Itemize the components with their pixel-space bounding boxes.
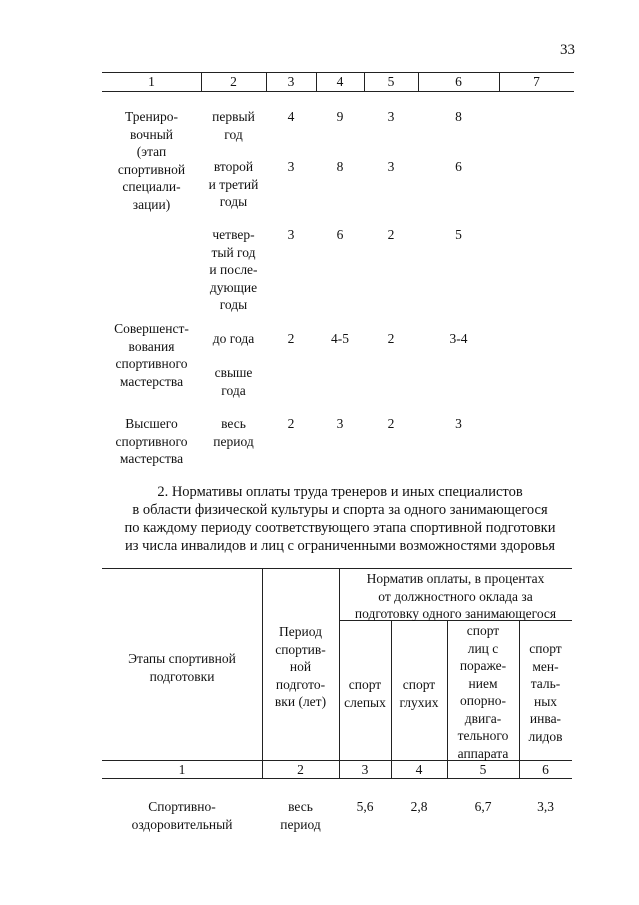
norm-column-header: Норматив оплаты, в процентах от должностного оклада за подготовку одного занимающегося [354, 571, 557, 621]
table1-value-cell: 8 [455, 109, 462, 124]
table1-value-cell: 2 [387, 416, 395, 431]
page-number: 33 [560, 42, 575, 58]
section-title-line: по каждому периоду соответствующего этапа спортивной подготовки [124, 520, 556, 536]
table2-col-number: 5 [479, 762, 487, 777]
table1-value-cell: 3 [387, 159, 395, 174]
table1-value-cell: 6 [455, 159, 462, 174]
table1-col-number: 3 [287, 74, 295, 89]
table1-value-cell: 5 [455, 227, 462, 242]
table1-stage-cell: Совершенст- вования спортивного мастерства [114, 321, 189, 389]
table1-value-cell: 2 [387, 227, 395, 242]
table1-value-cell: 6 [336, 227, 344, 242]
table2-col-number: 4 [415, 762, 423, 777]
table2-col-number: 6 [542, 762, 549, 777]
table1-value-cell: 4-5 [331, 331, 349, 346]
table2-col-number: 1 [178, 762, 186, 777]
table2-top-rule [102, 568, 572, 569]
subheader-deaf: спорт глухих [399, 677, 439, 710]
table1-value-cell: 9 [336, 109, 344, 124]
table2-value-cell: 2,8 [410, 799, 428, 814]
table1-col-number: 2 [230, 74, 237, 89]
table1-period-cell: четвер- тый год и после- дующие годы [209, 227, 258, 312]
table1-col-number: 1 [148, 74, 155, 89]
table1-stage-cell: Трениро- вочный (этап спортивной специали- зации) [117, 109, 186, 212]
table1-value-cell: 8 [336, 159, 344, 174]
subheader-musculoskeletal: спорт лиц с пораже- нием опорно- двига- тельного аппарата [457, 623, 509, 761]
table1-value-cell: 3 [455, 416, 462, 431]
table1-value-cell: 3 [287, 227, 295, 242]
table1-value-cell: 3 [287, 159, 295, 174]
subheader-blind: спорт слепых [344, 677, 386, 710]
table2-period-cell: весь период [280, 799, 321, 832]
table1-value-cell: 2 [387, 331, 395, 346]
table1-col-number: 6 [455, 74, 462, 89]
table1-value-cell: 3-4 [449, 331, 468, 346]
table2-value-cell: 6,7 [474, 799, 492, 814]
table1-value-cell: 2 [287, 331, 295, 346]
subheader-mental: спорт мен- таль- ных инва- лидов [528, 641, 563, 744]
table1-header-rule [102, 91, 574, 92]
table2-col-number: 2 [297, 762, 304, 777]
period-column-header: Период спортив- ной подгото- вки (лет) [274, 624, 327, 709]
table2-value-cell: 3,3 [537, 799, 554, 814]
table1-value-cell: 3 [387, 109, 395, 124]
table1-period-cell: свыше года [214, 365, 253, 398]
table1-col-number: 4 [336, 74, 344, 89]
table1-period-cell: первый год [212, 109, 255, 142]
table1-period-cell: до года [212, 331, 255, 346]
table1-period-cell: второй и третий годы [208, 159, 259, 209]
table1-value-cell: 4 [287, 109, 295, 124]
table1-value-cell: 3 [336, 416, 344, 431]
table2-stage-cell: Спортивно- оздоровительный [131, 799, 233, 832]
table1-value-cell: 2 [287, 416, 295, 431]
section-title-line: 2. Нормативы оплаты труда тренеров и иных специалистов [157, 484, 523, 500]
stages-column-header: Этапы спортивной подготовки [128, 651, 236, 684]
table1-period-cell: весь период [213, 416, 254, 449]
table2-value-cell: 5,6 [356, 799, 374, 814]
section-title-line: в области физической культуры и спорта за одного занимающегося [132, 502, 548, 518]
table1-col-number: 7 [533, 74, 540, 89]
table1-stage-cell: Высшего спортивного мастерства [115, 416, 188, 466]
table2-col-number: 3 [361, 762, 369, 777]
section-title-line: из числа инвалидов и лиц с ограниченными возможностями здоровья [124, 538, 555, 554]
table1-col-number: 5 [387, 74, 395, 89]
